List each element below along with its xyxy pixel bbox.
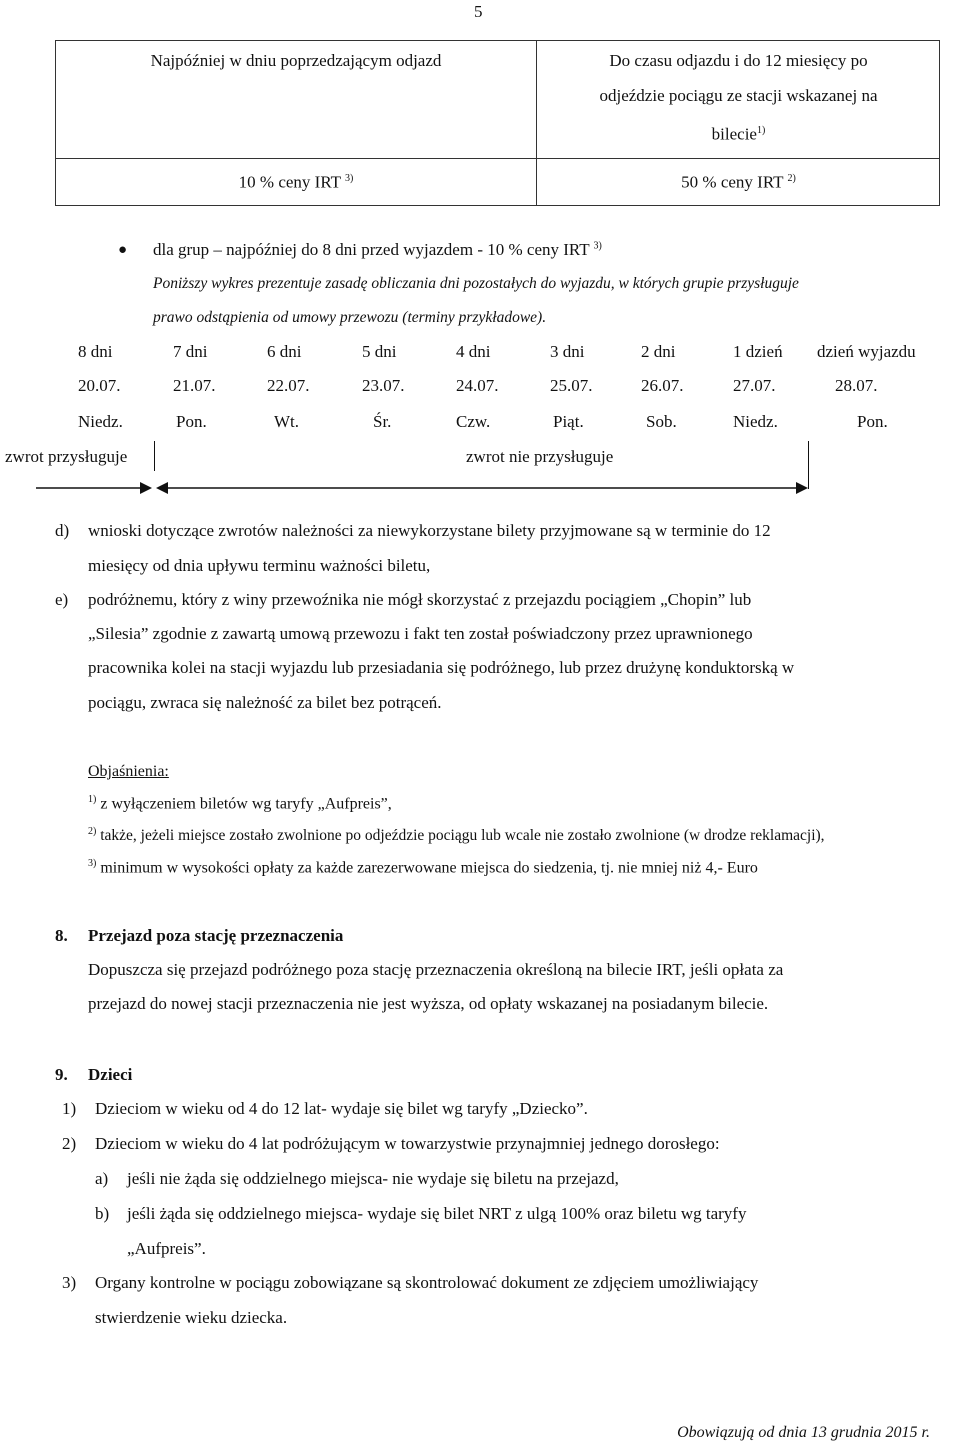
right-header-cell: Do czasu odjazdu i do 12 miesięcy po odjeździe pociągu ze stacji wskazanej na bilecie$^{1)}$ [599, 51, 878, 144]
days-cell: 2 dni [641, 342, 676, 361]
bullet-icon: ● [118, 242, 128, 258]
date-cell: 26.07. [641, 376, 684, 395]
arrow-head-right-icon [140, 482, 152, 494]
explanations-title: Objaśnienia: [88, 763, 169, 780]
weekday-cell: Niedz. [733, 412, 778, 431]
footnote-2: $^{2)}$ także, jeżeli miejsce zostało zwolnione po odjeździe pociągu lub wcale nie zostało zwolnione (w drodze reklamacji), [88, 826, 825, 845]
section-9-item2b-line2: „Aufpreis”. [127, 1239, 206, 1258]
refund-not-allowed-label: zwrot nie przysługuje [466, 447, 614, 466]
section-9-item3-label: 3) [62, 1273, 77, 1292]
weekday-cell: Piąt. [553, 412, 584, 431]
weekday-cell: Pon. [857, 412, 888, 431]
arrow-head-right-icon [796, 482, 808, 494]
date-cell: 25.07. [550, 376, 593, 395]
item-e-line1: podróżnemu, który z winy przewoźnika nie mógł skorzystać z przejazdu pociągiem „Chopin” lub [88, 590, 752, 609]
item-d-label: d) [55, 521, 70, 540]
weekday-cell: Pon. [176, 412, 207, 431]
section-8-line2: przejazd do nowej stacji przeznaczenia nie jest wyższa, od opłaty wskazanej na posiadanym bilecie. [88, 994, 769, 1013]
section-9-item1-label: 1) [62, 1099, 77, 1118]
right-value-cell: 50 % ceny IRT $^{2)}$ [681, 172, 796, 192]
section-9-item2: Dzieciom w wieku do 4 lat podróżującym w towarzystwie przynajmniej jednego dorosłego: [95, 1134, 720, 1153]
item-e-line2: „Silesia” zgodnie z zawartą umową przewozu i fakt ten został poświadczony przez uprawnionego [88, 624, 753, 643]
section-8-title: Przejazd poza stację przeznaczenia [88, 926, 344, 945]
date-cell: 20.07. [78, 376, 121, 395]
date-cell: 27.07. [733, 376, 776, 395]
item-e-line4: pociągu, zwraca się należność za bilet bez potrąceń. [88, 693, 442, 712]
section-9-item3-line2: stwierdzenie wieku dziecka. [95, 1308, 288, 1327]
weekday-cell: Czw. [456, 412, 491, 431]
section-9-item2b-line1: jeśli żąda się oddzielnego miejsca- wydaje się bilet NRT z ulgą 100% oraz biletu wg taryfy [127, 1204, 747, 1223]
footnote-3: $^{3)}$ minimum w wysokości opłaty za każde zarezerwowane miejsca do siedzenia, tj. nie mniej niż 4,- Euro [88, 858, 758, 877]
days-cell: 8 dni [78, 342, 113, 361]
refund-fee-table [55, 40, 940, 206]
days-cell: 1 dzień [733, 342, 783, 361]
left-header-cell: Najpóźniej w dniu poprzedzającym odjazd [150, 51, 442, 70]
table-divider-horizontal [56, 158, 939, 159]
section-9-item2b-label: b) [95, 1204, 110, 1223]
item-e-label: e) [55, 590, 69, 609]
days-cell: 6 dni [267, 342, 302, 361]
days-cell: 7 dni [173, 342, 208, 361]
section-8-line1: Dopuszcza się przejazd podróżnego poza stację przeznaczenia określoną na bilecie IRT, jeśli opłata za [88, 960, 784, 979]
left-value-cell: 10 % ceny IRT $^{3)}$ [238, 172, 354, 192]
weekday-cell: Śr. [373, 412, 392, 431]
days-cell: dzień wyjazdu [817, 342, 916, 361]
weekday-cell: Wt. [274, 412, 300, 431]
page-number: 5 [474, 2, 483, 21]
section-9-item1: Dzieciom w wieku od 4 do 12 lat- wydaje się bilet wg taryfy „Dziecko”. [95, 1099, 588, 1118]
section-8-number: 8. [55, 926, 68, 945]
section-9-number: 9. [55, 1065, 68, 1084]
section-9-title: Dzieci [88, 1065, 133, 1084]
chart-description-line1: Poniższy wykres prezentuje zasadę obliczania dni pozostałych do wyjazdu, w których grupie przysługuje [153, 275, 799, 292]
item-d-line2: miesięcy od dnia upływu terminu ważności biletu, [88, 556, 431, 575]
groups-bullet-text: dla grup – najpóźniej do 8 dni przed wyjazdem - 10 % ceny IRT $^{3)}$ [153, 240, 602, 259]
weekday-cell: Niedz. [78, 412, 123, 431]
timeline-grid [0, 342, 960, 442]
footnote-1: $^{1)}$ z wyłączeniem biletów wg taryfy „Aufpreis”, [88, 794, 392, 813]
section-9-item3-line1: Organy kontrolne w pociągu zobowiązane są skontrolować dokument ze zdjęciem umożliwiający [95, 1273, 759, 1292]
date-cell: 28.07. [835, 376, 878, 395]
days-cell: 4 dni [456, 342, 491, 361]
item-e-line3: pracownika kolei na stacji wyjazdu lub przesiadania się podróżnego, lub przez drużynę konduktorską w [88, 658, 795, 677]
date-cell: 23.07. [362, 376, 405, 395]
refund-allowed-label: zwrot przysługuje [5, 447, 128, 466]
chart-description-line2: prawo odstąpienia od umowy przewozu (terminy przykładowe). [153, 309, 547, 326]
boundary-tick [154, 441, 155, 471]
section-9-item2a-label: a) [95, 1169, 109, 1188]
days-cell: 3 dni [550, 342, 585, 361]
date-cell: 24.07. [456, 376, 499, 395]
footer-effective-date: Obowiązują od dnia 13 grudnia 2015 r. [677, 1424, 930, 1441]
arrow-head-left-icon [156, 482, 168, 494]
date-cell: 21.07. [173, 376, 216, 395]
weekday-cell: Sob. [646, 412, 677, 431]
refund-period-arrows [0, 476, 960, 500]
days-cell: 5 dni [362, 342, 397, 361]
section-9-item2a: jeśli nie żąda się oddzielnego miejsca- nie wydaje się biletu na przejazd, [127, 1169, 619, 1188]
section-9-item2-label: 2) [62, 1134, 77, 1153]
item-d-line1: wnioski dotyczące zwrotów należności za niewykorzystane bilety przyjmowane są w terminie do 12 [88, 521, 771, 540]
date-cell: 22.07. [267, 376, 310, 395]
